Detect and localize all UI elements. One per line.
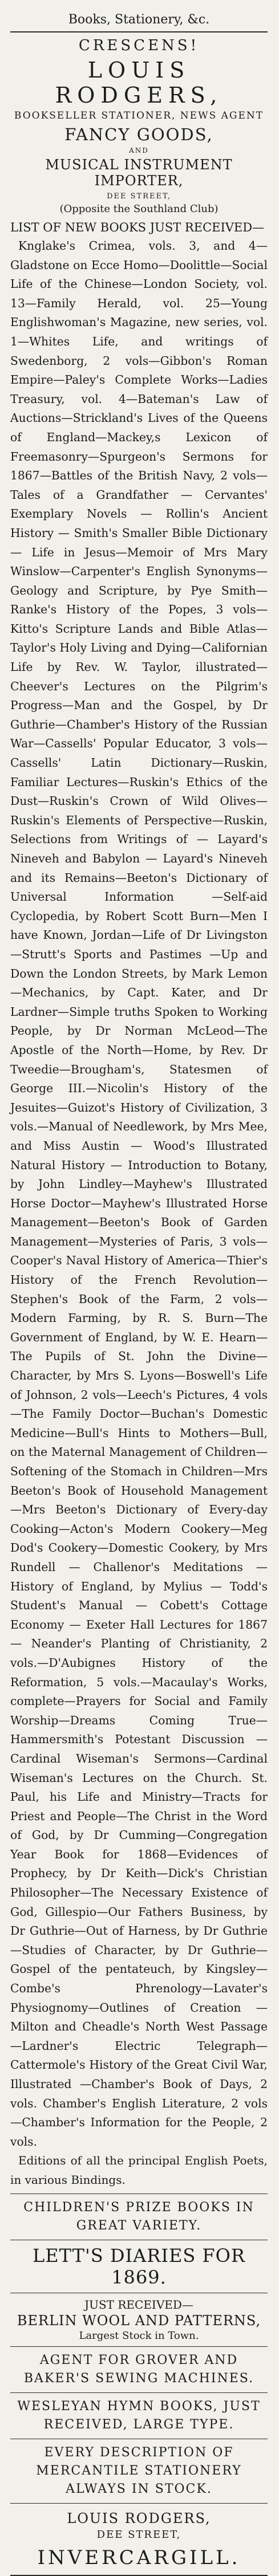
just-received: JUST RECEIVED—	[84, 2297, 193, 2312]
section-header: Books, Stationery, &c.	[68, 13, 210, 27]
divider	[10, 2346, 268, 2347]
slogan: CRESCENS!	[78, 37, 200, 54]
divider	[10, 31, 268, 32]
book-list: Knglake's Crimea, vols. 3, and 4—Gladstone on Ecce Homo—Doolittle—Social Life of the Chinese—London Society, vol. 13—Family Herald, vol. 25—Young Englishwoman's Magazine, new series, vol. 1—Whites Life, and writings of Swedenborg, 2 vols—Gibbon's Roman Empire—Paley's Complete Works—Ladies Treasury, vol. 4—Bateman's Law of Auctions—Strickland's Lives of the Queens of England—Mackey,s Lexicon of Freemasonry—Spurgeon's Sermons for 1867—Battles of the British Navy, 2 vols—Tales of a Grandfather — Cervantes' Exemplary Novels — Rollin's Ancient History — Smith's Smaller Bible Dictionary — Life in Jesus—Memoir of Mrs Mary Winslow—Carpenter's English Synonyms—Geology and Scripture, by Pye Smith—Ranke's History of the Popes, 3 vols—Kitto's Scripture Lands and Bible Atlas—Taylor's Holy Living and Dying—Californian Life by Rev. W. Taylor, illustrated—Cheever's Lectures on the Pilgrim's Progress—Man and the Gospel, by Dr Guthrie—Chamber's History of the Russian War—Cassells' Popular Educator, 3 vols—Cassells' Latin Dictionary—Ruskin, Familiar Lectures—Ruskin's Ethics of the Dust—Ruskin's Crown of Wild Olives—Ruskin's Elements of Perspective—Ruskin, Selections from Writings of — Layard's Nineveh and Babylon — Layard's Nineveh and its Remains—Beeton's Dictionary of Universal Information —Self-aid Cyclopedia, by Robert Scott Burn—Men I have Known, Jordan—Life of Dr Livingston—Strutt's Sports and Pastimes —Up and Down the London Streets, by Mark Lemon—Mechanics, by Capt. Kater, and Dr Lardner—Simple truths Spoken to Working People, by Dr Norman McLeod—The Apostle of the North—Home, by Rev. Dr Tweedie—Brougham's, Statesmen of George III.—Nicolin's History of the Jesuites—Guizot's History of Civilization, 3 vols.—Manual of Needlework, by Mrs Mee, and Miss Austin — Wood's Illustrated Natural History — Introduction to Botany, by John Lindley—Mayhew's Illustrated Horse Doctor—Mayhew's Illustrated Horse Management—Beeton's Book of Garden Management—Mysteries of Paris, 3 vols—Cooper's Naval History of America—Thier's History of the French Revolution—Stephen's Book of the Farm, 2 vols—Modern Farming, by R. S. Burn—The Government of England, by W. E. Hearn—The Pupils of St. John the Divine—Character, by Mrs S. Lyons—Boswell's Life of Johnson, 2 vols—Leech's Pictures, 4 vols—The Family Doctor—Buchan's Domestic Medicine—Bull's Hints to Mothers—Bull, on the Maternal Management of Children—Softening of the Stomach in Children—Mrs Beeton's Book of Household Management—Mrs Beeton's Dictionary of Every-day Cooking—Acton's Modern Cookery—Meg Dod's Cookery—Domestic Cookery, by Mrs Rundell — Challenor's Meditations — History of England, by Mylius — Todd's Student's Manual — Cobett's Cottage Economy — Exeter Hall Lectures for 1867 — Neander's Planting of Christianity, 2 vols.—D'Aubignes History of the Reformation, 5 vols.—Macaulay's Works, complete—Prayers for Social and Family Worship—Dreams Coming True—Hammersmith's Potestant Discussion — Cardinal Wiseman's Sermons—Cardinal Wiseman's Lectures on the Church. St. Paul, his Life and Ministry—Tracts for Priest and People—The Christ in the Word of God, by Dr Cumming—Congregation Year Book for 1868—Evidences of Prophecy, by Dr Keith—Dick's Christian Philosopher—The Necessary Existence of God, Gillespio—Our Fathers Business, by Dr Guthrie—Out of Harness, by Dr Guthrie—Studies of Character, by Dr Guthrie—Gospel of the pentateuch, by Kingsley—Combe's Phrenology—Lavater's Physiognomy—Outlines of Creation —Milton and Cheadle's North West Passage —Lardner's Electric Telegraph—Cattermole's History of the Great Civil War, Illustrated —Chamber's Book of Days, 2 vols. Chamber's English Literature, 2 vols—Chamber's Information for the People, 2 vols.	[10, 239, 268, 2148]
berlin-wool: BERLIN WOOL AND PATTERNS,	[17, 2312, 261, 2329]
divider	[10, 2392, 268, 2393]
list-heading: LIST OF NEW BOOKS JUST RECEIVED—	[10, 221, 265, 234]
largest-stock: Largest Stock in Town.	[79, 2329, 199, 2342]
trades-line: BOOKSELLER STATIONER, NEWS AGENT	[14, 110, 264, 121]
hymn-books: WESLEYAN HYMN BOOKS, JUST RECEIVED, LARGE TYPE.	[17, 2399, 261, 2432]
musical-line: MUSICAL INSTRUMENT IMPORTER,	[45, 157, 233, 189]
childrens-books: CHILDREN'S PRIZE BOOKS IN GREAT VARIETY.	[23, 2200, 254, 2233]
footer-proprietor: LOUIS RODGERS,	[67, 2510, 211, 2526]
footer-street: DEE STREET,	[96, 2528, 181, 2541]
diaries-line: LETT'S DIARIES FOR 1869.	[33, 2244, 245, 2288]
mercantile-stationery: EVERY DESCRIPTION OF MERCANTILE STATIONERY ALWAYS IN STOCK.	[36, 2445, 242, 2496]
opposite-line: (Opposite the Southland Club)	[59, 203, 219, 215]
divider	[10, 2503, 268, 2504]
fancy-goods-line: FANCY GOODS,	[64, 125, 213, 144]
sewing-agent: AGENT FOR GROVER AND BAKER'S SEWING MACHINES.	[23, 2353, 254, 2386]
proprietor-name: LOUIS RODGERS,	[55, 58, 223, 108]
editions-line: Editions of all the principal English Poets, in various Bindings.	[10, 2154, 268, 2187]
divider	[10, 2575, 268, 2576]
and-line: AND	[129, 146, 149, 154]
town-name: INVERCARGILL.	[37, 2546, 241, 2569]
street-line: DEE STREET,	[107, 192, 171, 201]
